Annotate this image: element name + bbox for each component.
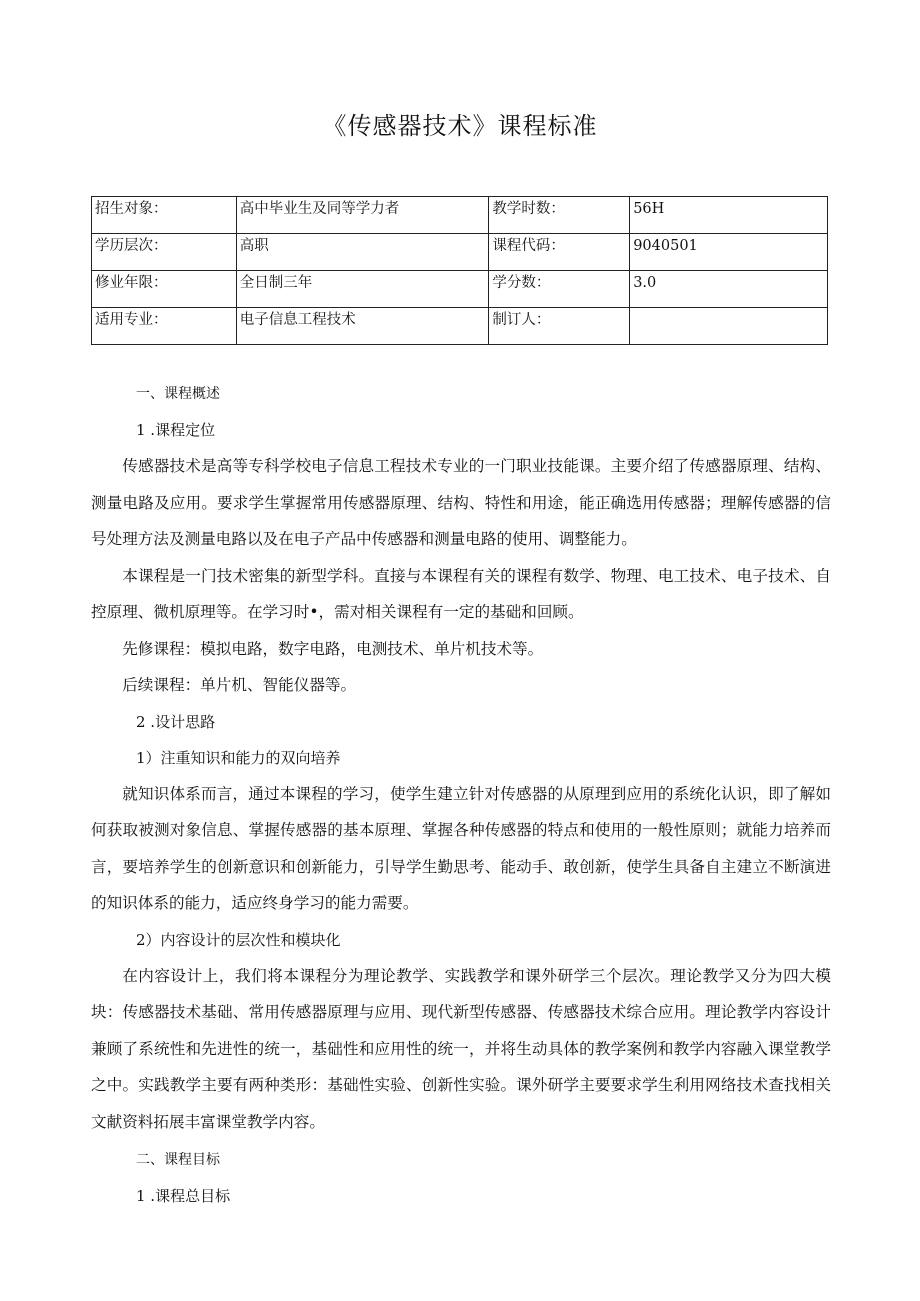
paragraph: 先修课程：模拟电路，数字电路，电测技术、单片机技术等。 [122,639,544,658]
table-cell: 招生对象： [92,197,237,234]
table-cell: 修业年限： [92,271,237,308]
paragraph: 在内容设计上，我们将本课程分为理论教学、实践教学和课外研学三个层次。理论教学又分为四大模块：传感器技术基础、常用传感器原理与应用、现代新型传感器、传感器技术综合应用。理论教学内容设计兼顾了系统性和先进性的统一，基础性和应用性的统一，并将生动具体的教学案例和教学内容融入课堂教学之中。实践教学主要有两种类形：基础性实验、创新性实验。课外研学主要要求学生利用网络技术查找相关文献资料拓展丰富课堂教学内容。 [91,966,831,1131]
table-cell: 学历层次： [92,234,237,271]
page-title: 《传感器技术》课程标准 [322,112,598,140]
table-cell: 课程代码： [489,234,630,271]
subsection-heading: 2 .设计思路 [136,712,216,731]
section-heading: 一、课程概述 [136,386,220,402]
table-cell: 高职 [236,234,489,271]
section-heading: 二、课程目标 [136,1152,220,1168]
table-cell [630,308,828,345]
table-cell: 9040501 [630,234,828,271]
paragraph: 本课程是一门技术密集的新型学科。直接与本课程有关的课程有数学、物理、电工技术、电子技术、自控原理、微机原理等。在学习时•，需对相关课程有一定的基础和回顾。 [91,566,831,621]
document-body [91,376,831,1214]
table-cell: 电子信息工程技术 [236,308,489,345]
course-info-table [91,196,828,345]
paragraph: 传感器技术是高等专科学校电子信息工程技术专业的一门职业技能课。主要介绍了传感器原理、结构、测量电路及应用。要求学生掌握常用传感器原理、结构、特性和用途，能正确选用传感器；理解传感器的信号处理方法及测量电路以及在电子产品中传感器和测量电路的使用、调整能力。 [91,457,831,548]
subsection-heading: 1 .课程总目标 [136,1187,231,1205]
table-row [92,234,828,271]
subsection-heading: 1 .课程定位 [136,421,216,439]
table-row [92,308,828,345]
table-row [92,197,828,234]
paragraph: 后续课程：单片机、智能仪器等。 [122,676,357,694]
table-row [92,271,828,308]
table-cell: 56H [630,197,828,234]
table-cell: 高中毕业生及同等学力者 [236,197,489,234]
table-cell: 教学时数： [489,197,630,234]
table-cell: 制订人： [489,308,630,345]
subsection-heading: 2）内容设计的层次性和模块化 [136,930,341,949]
table-cell: 全日制三年 [236,271,489,308]
table-cell: 学分数： [489,271,630,308]
subsection-heading: 1）注重知识和能力的双向培养 [136,748,341,767]
table-cell: 适用专业： [92,308,237,345]
paragraph: 就知识体系而言，通过本课程的学习，使学生建立针对传感器的从原理到应用的系统化认识，即了解如何获取被测对象信息、掌握传感器的基本原理、掌握各种传感器的特点和使用的一般性原则；就能力培养而言，要培养学生的创新意识和创新能力，引导学生勤思考、能动手、敢创新，使学生具备自主建立不断演进的知识体系的能力，适应终身学习的能力需要。 [91,784,831,912]
table-cell: 3.0 [630,271,828,308]
